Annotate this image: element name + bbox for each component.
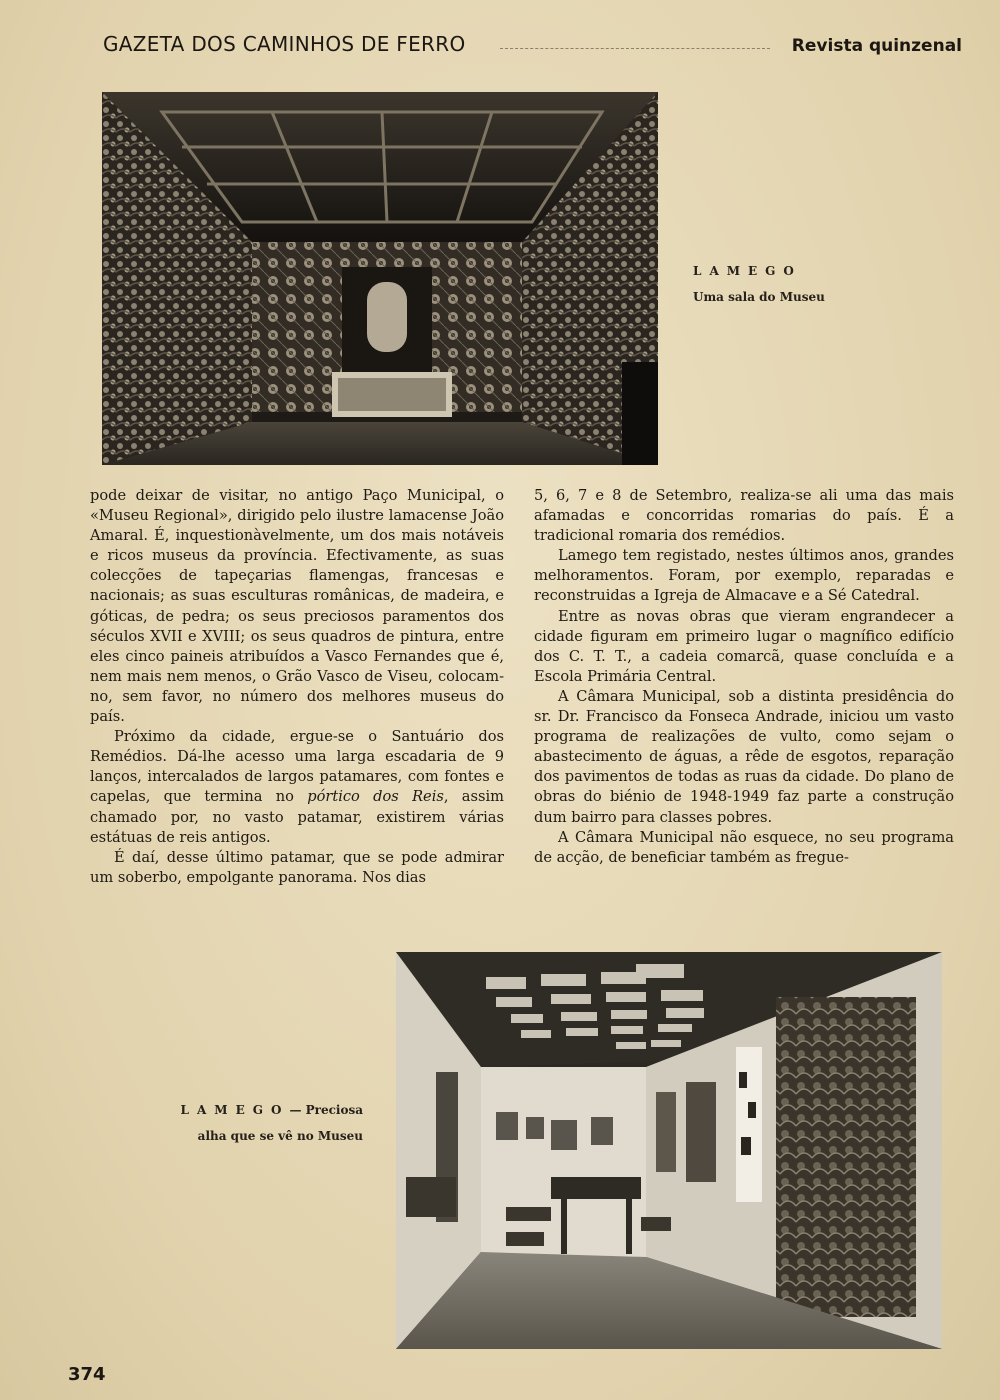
paragraph-text: Próximo da cidade, ergue-se o Santuário dos Remédios. Dá-lhe acesso uma larga escadaria de 9 lanços, intercalados de largos patamares, com fontes e capelas, que termina no [90, 728, 504, 806]
paragraph [90, 727, 504, 848]
paragraph: É daí, desse último patamar, que se pode admirar um soberbo, empolgante panorama. Nos dias [90, 848, 504, 886]
emphasis-text: pórtico dos Reis [307, 788, 444, 806]
paragraph: A Câmara Municipal, sob a distinta presidência do sr. Dr. Francisco da Fonseca Andrade, iniciou um vasto programa de realizações de vulto, como sejam o abastecimento de águas, a rêde de esgotos, reparação dos pavimentos de todas as ruas da cidade. Do plano de obras do biénio de 1948-1949 faz parte a construção dum bairro para classes pobres. [534, 687, 954, 826]
article-column-left [90, 486, 504, 888]
paragraph: Entre as novas obras que vieram engrandecer a cidade figuram em primeiro lugar o magnífico edifício dos C. T. T., a cadeia comarcã, quase concluída e a Escola Primária Central. [534, 607, 954, 685]
bottom-photo-caption [168, 1097, 363, 1149]
caption-line [168, 1097, 363, 1123]
top-photo-caption [693, 258, 825, 310]
masthead-subtitle: Revista quinzenal [791, 36, 962, 56]
paragraph-text: , assim chamado por, no vasto patamar, existirem várias estátuas de reis antigos. [90, 788, 504, 846]
museum-room-photo [102, 92, 658, 465]
paragraph: pode deixar de visitar, no antigo Paço Municipal, o «Museu Regional», dirigido pelo ilustre lamacense João Amaral. É, inquestionàvelmente, um dos mais notáveis e ricos museus da província. Efectivamente, as suas colecções de tapeçarias flamengas, francesas e nacionais; as suas esculturas românicas, de madeira, e góticas, de pedra; os seus preciosos paramentos dos séculos XVII e XVIII; os seus quadros de pintura, entre eles cinco paineis atribuídos a Vasco Fernandes que é, nem mais nem menos, o Grão Vasco de Viseu, colocam-no, sem favor, no número dos melhores museus do país. [90, 487, 504, 726]
caption-place: LAMEGO [180, 1103, 290, 1117]
paragraph: A Câmara Municipal não esquece, no seu programa de acção, de beneficiar também as fregue- [534, 828, 954, 866]
caption-text: Uma sala do Museu [693, 290, 825, 304]
museum-hall-photo [396, 952, 942, 1349]
paragraph: 5, 6, 7 e 8 de Setembro, realiza-se ali uma das mais afamadas e concorridas romarias do país. É a tradicional romaria dos remédios. [534, 487, 954, 545]
caption-text: — Preciosa [289, 1103, 363, 1117]
caption-place: LAMEGO [693, 264, 802, 278]
header-rule [500, 48, 770, 49]
caption-line: alha que se vê no Museu [197, 1129, 363, 1143]
article-column-right [534, 486, 954, 868]
page-number: 374 [68, 1364, 106, 1385]
masthead-title: GAZETA DOS CAMINHOS DE FERRO [103, 32, 466, 56]
paragraph: Lamego tem registado, nestes últimos anos, grandes melhoramentos. Foram, por exemplo, reparadas e reconstruidas a Igreja de Almacave e a Sé Catedral. [534, 547, 954, 605]
